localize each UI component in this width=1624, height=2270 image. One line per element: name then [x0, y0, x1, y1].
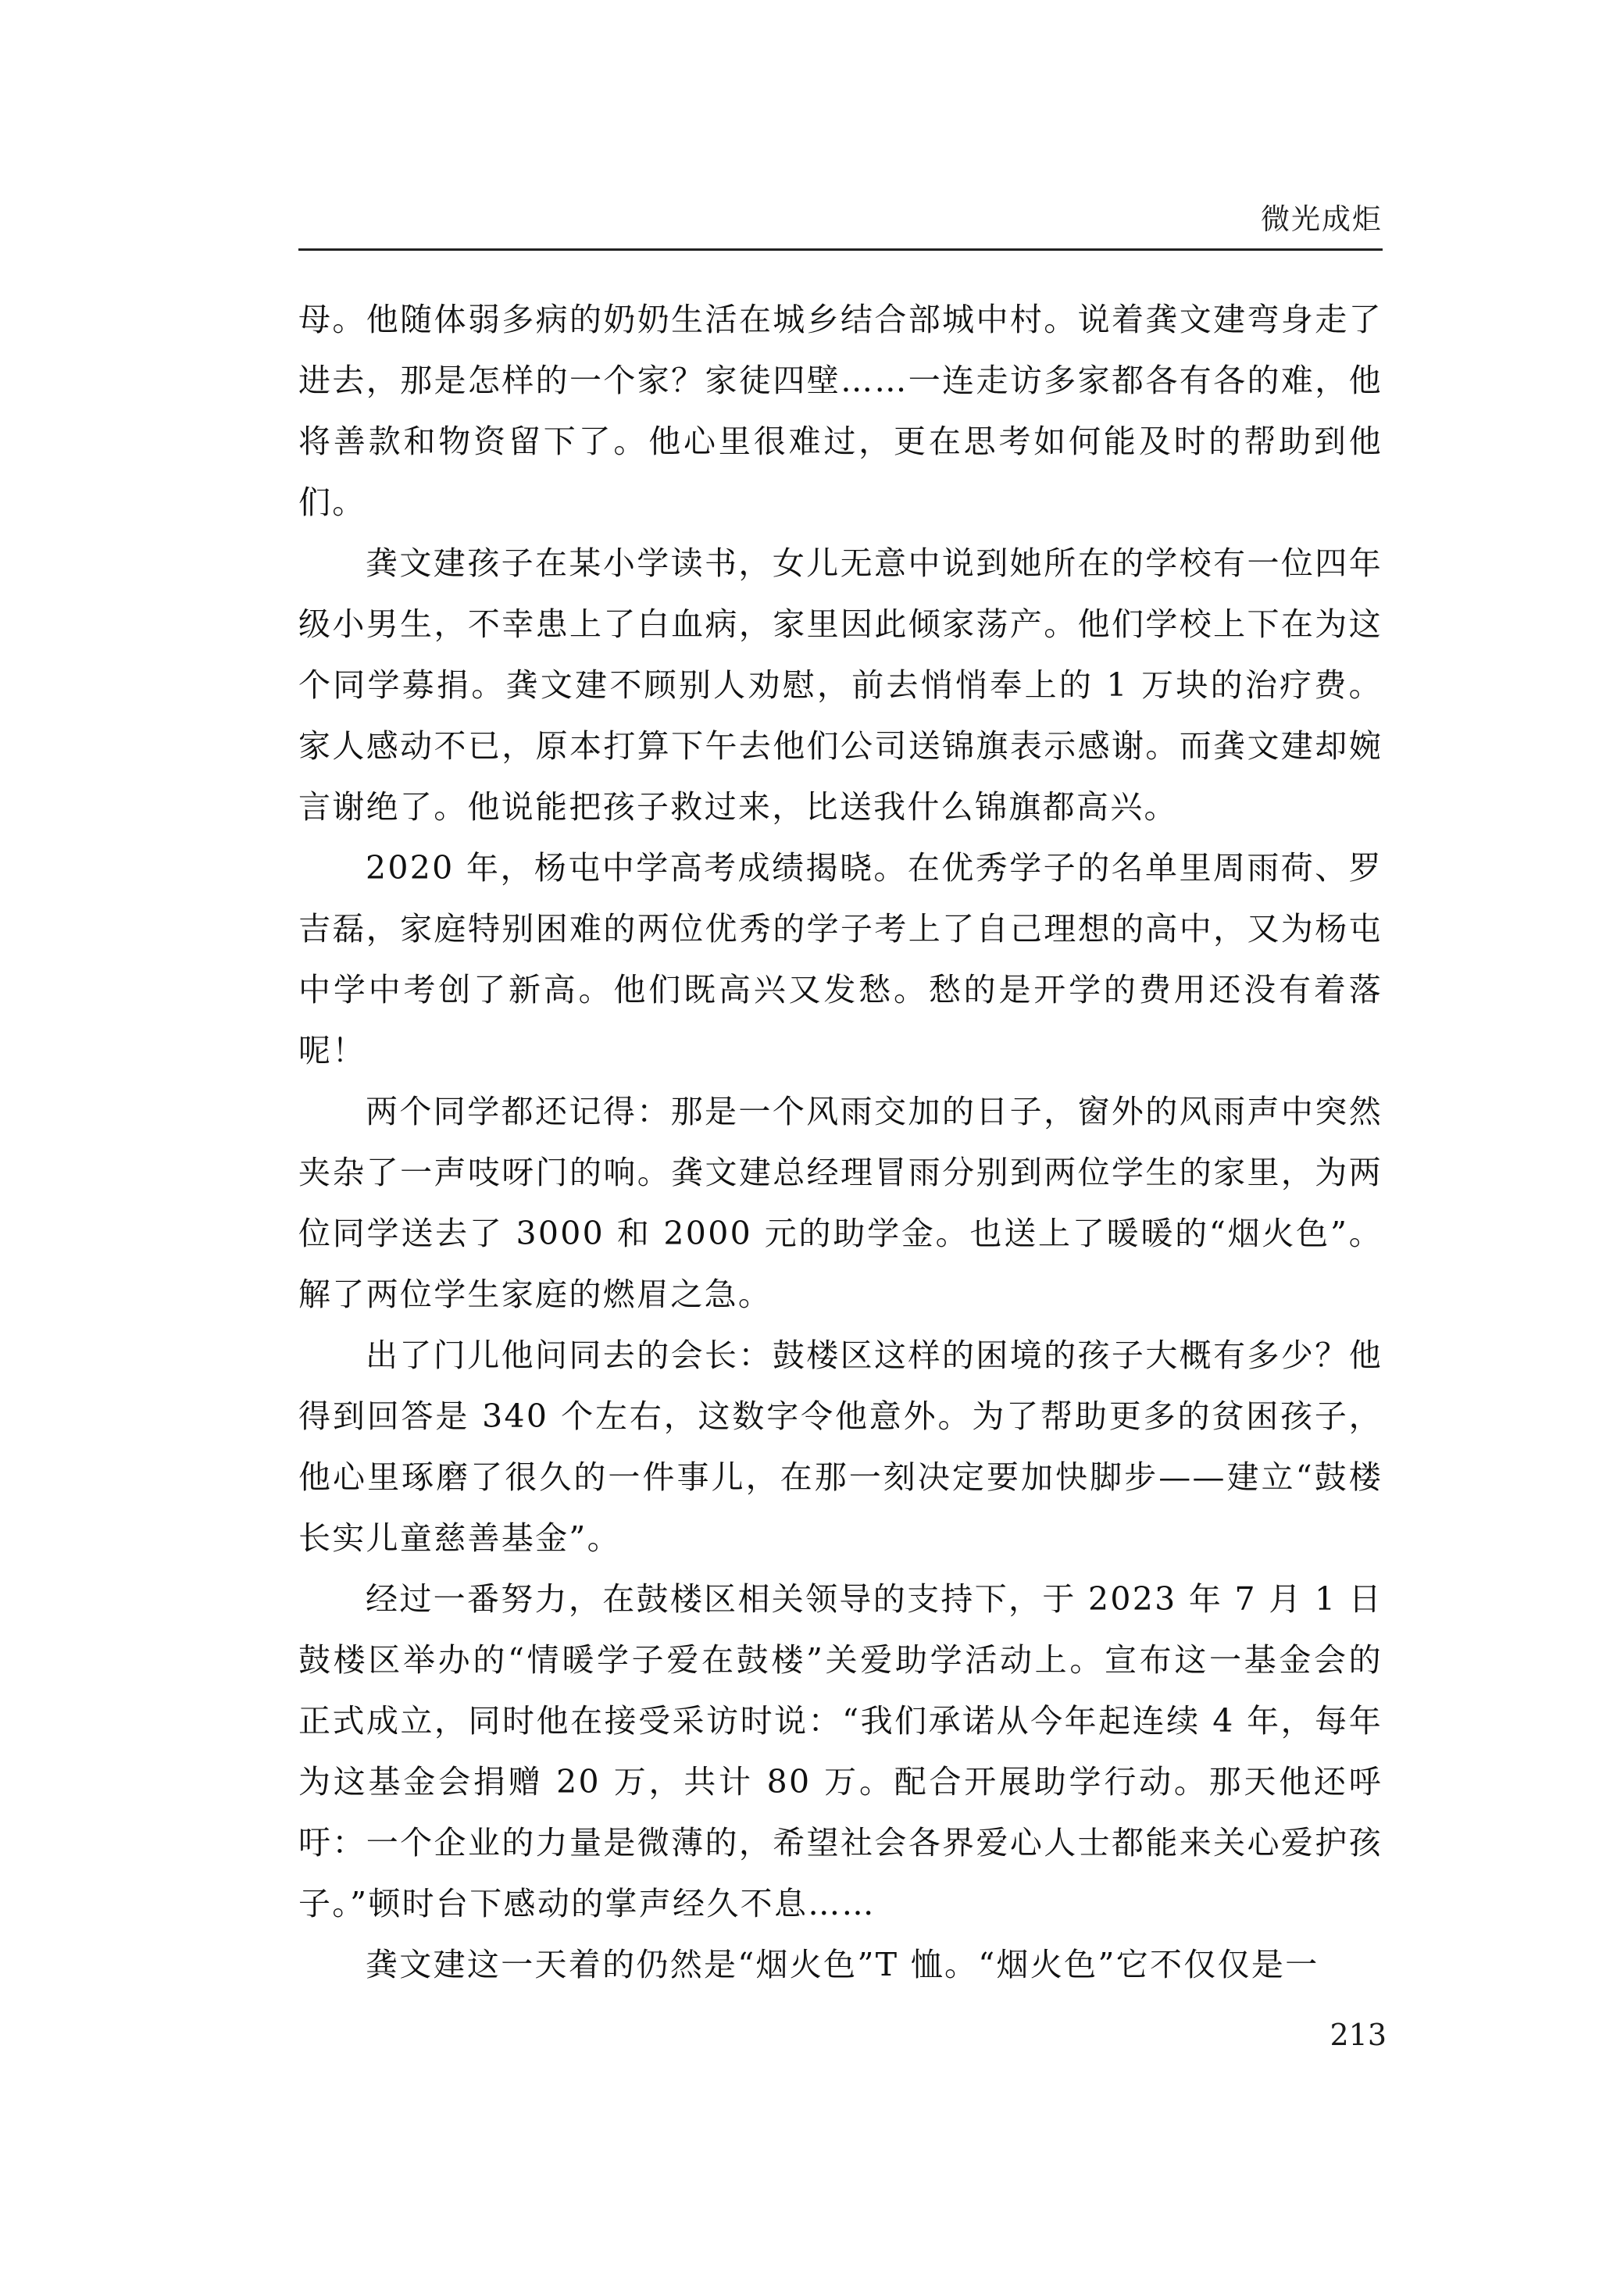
- paragraph: 龚文建孩子在某小学读书，女儿无意中说到她所在的学校有一位四年级小男生，不幸患上了白血病，家里因此倾家荡产。他们学校上下在为这个同学募捐。龚文建不顾别人劝慰，前去悄悄奉上的 1 万块的治疗费。家人感动不已，原本打算下午去他们公司送锦旗表示感谢。而龚文建却婉言谢绝了。他说能把孩子救过来，比送我什么锦旗都高兴。: [298, 544, 1383, 826]
- page-header: [298, 194, 1383, 251]
- paragraph: 龚文建这一天着的仍然是“烟火色”T 恤。“烟火色”它不仅仅是一: [366, 1946, 1319, 1983]
- body-text: [298, 289, 1383, 1995]
- paragraph: 两个同学都还记得：那是一个风雨交加的日子，窗外的风雨声中突然夹杂了一声吱呀门的响。龚文建总经理冒雨分别到两位学生的家里，为两位同学送去了 3000 和 2000 元的助学金。也送上了暖暖的“烟火色”。解了两位学生家庭的燃眉之急。: [298, 1093, 1383, 1313]
- paragraph: 2020 年，杨屯中学高考成绩揭晓。在优秀学子的名单里周雨荷、罗吉磊，家庭特别困难的两位优秀的学子考上了自己理想的高中，又为杨屯中学中考创了新高。他们既高兴又发愁。愁的是开学的费用还没有着落呢！: [298, 849, 1383, 1069]
- running-title: 微光成炬: [1261, 202, 1383, 236]
- paragraph: 经过一番努力，在鼓楼区相关领导的支持下，于 2023 年 7 月 1 日鼓楼区举办的“情暖学子爱在鼓楼”关爱助学活动上。宣布这一基金会的正式成立，同时他在接受采访时说：“我们承诺从今年起连续 4 年，每年为这基金会捐赠 20 万，共计 80 万。配合开展助学行动。那天他还呼吁：一个企业的力量是微薄的，希望社会各界爱心人士都能来关心爱护孩子。”顿时台下感动的掌声经久不息……: [298, 1580, 1383, 1922]
- paragraph: 出了门儿他问同去的会长：鼓楼区这样的困境的孩子大概有多少？他得到回答是 340 个左右，这数字令他意外。为了帮助更多的贫困孩子，他心里琢磨了很久的一件事儿，在那一刻决定要加快脚步——建立“鼓楼长实儿童慈善基金”。: [298, 1337, 1383, 1557]
- page-number: 213: [1330, 2018, 1387, 2052]
- paragraph: 母。他随体弱多病的奶奶生活在城乡结合部城中村。说着龚文建弯身走了进去，那是怎样的一个家？家徒四壁……一连走访多家都各有各的难，他将善款和物资留下了。他心里很难过，更在思考如何能及时的帮助到他们。: [298, 301, 1383, 521]
